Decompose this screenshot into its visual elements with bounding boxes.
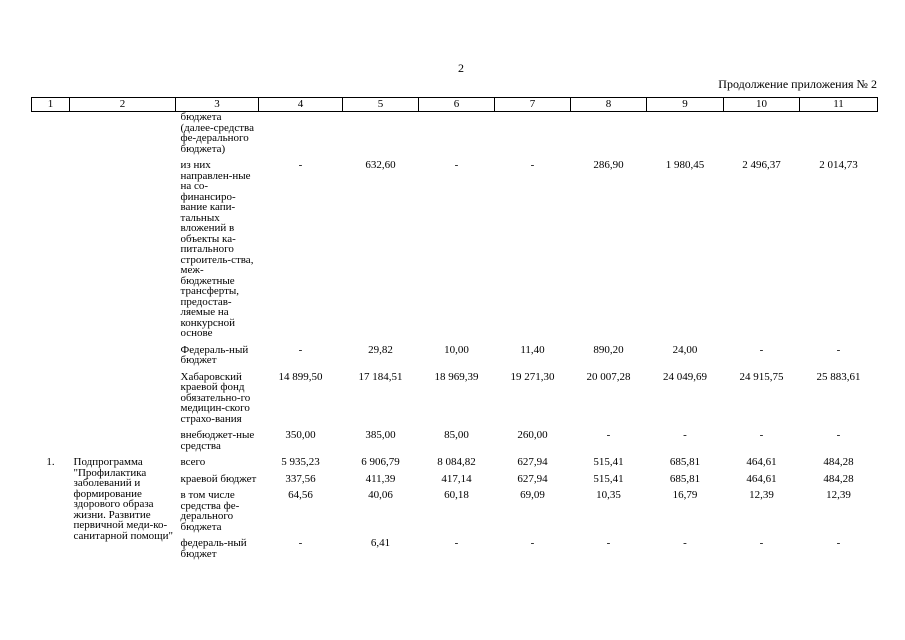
budget-table xyxy=(31,97,878,559)
cell-value: - xyxy=(606,537,611,549)
cell-value: 69,09 xyxy=(520,489,545,501)
cell-value: 6 906,79 xyxy=(361,456,400,468)
subprogram-name: Подпрограмма "Профилактика заболеваний и формирование здорового образа жизни. Развитие первичной меди-ко-санитарной помощи" xyxy=(73,456,174,542)
cell-value: - xyxy=(298,159,303,171)
row-label: в том числе средства фе-дерального бюджета xyxy=(180,489,240,533)
cell-value: 685,81 xyxy=(669,456,701,468)
table-row xyxy=(32,345,878,372)
cell-value: - xyxy=(454,537,459,549)
cell-value: - xyxy=(606,429,611,441)
cell-value: 515,41 xyxy=(593,456,624,468)
cell-value: 890,20 xyxy=(593,343,624,356)
table-row xyxy=(32,112,878,161)
cell-value: 464,61 xyxy=(746,472,777,485)
table-row xyxy=(32,160,878,345)
cell-value: 12,39 xyxy=(749,489,774,501)
row-label: Федераль-ный бюджет xyxy=(180,343,249,366)
cell-value xyxy=(419,112,495,161)
cell-value: 14 899,50 xyxy=(278,370,323,383)
column-header: 1 xyxy=(32,98,70,112)
cell-value: 286,90 xyxy=(593,159,624,171)
cell-value: 20 007,28 xyxy=(586,370,631,383)
cell-value: - xyxy=(683,537,687,549)
cell-value: 464,61 xyxy=(746,456,777,468)
cell-value: 484,28 xyxy=(823,456,854,468)
row-label: внебюджет-ные средства xyxy=(180,429,255,452)
cell-value: 85,00 xyxy=(444,429,469,441)
cell-value xyxy=(259,112,343,161)
cell-value xyxy=(647,112,724,161)
cell-value: 632,60 xyxy=(365,159,396,171)
cell-value: 337,56 xyxy=(285,472,316,485)
cell-value: 2 496,37 xyxy=(742,159,781,171)
row-label: федераль-ный бюджет xyxy=(180,537,247,560)
cell-value: 8 084,82 xyxy=(437,456,476,468)
row-label: Хабаровский краевой фонд обязательно-го медицин-ского страхо-вания xyxy=(180,370,251,425)
cell-value: 515,41 xyxy=(593,472,624,485)
cell-value: 10,35 xyxy=(596,489,621,501)
cell-value: - xyxy=(530,537,535,549)
cell-value xyxy=(571,112,647,161)
column-header: 9 xyxy=(647,98,724,112)
column-header: 3 xyxy=(176,98,259,112)
cell-value: - xyxy=(836,537,841,549)
cell-value: - xyxy=(683,429,687,441)
table-row xyxy=(32,430,878,457)
cell-value: - xyxy=(759,537,764,549)
cell-value: 29,82 xyxy=(368,343,393,356)
cell-value: 24 049,69 xyxy=(663,370,707,383)
cell-value: - xyxy=(454,159,459,171)
column-header: 5 xyxy=(343,98,419,112)
header-row xyxy=(32,98,878,112)
column-header: 2 xyxy=(70,98,176,112)
cell-value xyxy=(724,112,800,161)
cell-value: 350,00 xyxy=(285,429,316,441)
subprogram-number: 1. xyxy=(46,456,55,468)
cell-value: 417,14 xyxy=(441,472,472,485)
cell-value: 11,40 xyxy=(520,343,545,356)
cell-value: 24,00 xyxy=(672,343,698,356)
column-header: 6 xyxy=(419,98,495,112)
cell-value xyxy=(343,112,419,161)
cell-value: 17 184,51 xyxy=(358,370,403,383)
table-row xyxy=(32,457,878,474)
cell-value: 1 980,45 xyxy=(665,159,705,171)
cell-value xyxy=(800,112,878,161)
row-label: краевой бюджет xyxy=(180,472,257,485)
cell-value: 25 883,61 xyxy=(816,370,861,383)
continuation-note: Продолжение приложения № 2 xyxy=(718,77,877,91)
cell-value: 10,00 xyxy=(444,343,469,356)
cell-value: 16,79 xyxy=(672,489,698,501)
cell-value: - xyxy=(298,343,303,356)
cell-value: 260,00 xyxy=(517,429,548,441)
cell-value: 60,18 xyxy=(444,489,469,501)
column-header: 11 xyxy=(800,98,878,112)
cell-value: 19 271,30 xyxy=(510,370,555,383)
cell-value: - xyxy=(759,343,764,356)
cell-value: - xyxy=(298,537,303,549)
cell-value: 24 915,75 xyxy=(739,370,784,383)
cell-value: 484,28 xyxy=(823,472,854,485)
cell-value: - xyxy=(759,429,764,441)
cell-value: 627,94 xyxy=(517,456,548,468)
column-header: 7 xyxy=(495,98,571,112)
cell-value: - xyxy=(530,159,535,171)
cell-value: 685,81 xyxy=(669,472,701,485)
row-label: всего xyxy=(180,456,206,468)
cell-value: 2 014,73 xyxy=(819,159,858,171)
cell-value: 64,56 xyxy=(288,489,313,501)
cell-value: 6,41 xyxy=(370,537,391,549)
cell-value: 385,00 xyxy=(365,429,396,441)
row-label: бюджета (далее-средства фе-дерального бюджета) xyxy=(180,111,254,155)
cell-value: 12,39 xyxy=(826,489,851,501)
page-number: 2 xyxy=(458,61,464,75)
table-row xyxy=(32,372,878,431)
cell-value: 627,94 xyxy=(517,472,548,485)
cell-value: - xyxy=(836,343,841,356)
column-header: 4 xyxy=(259,98,343,112)
cell-value xyxy=(495,112,571,161)
column-header: 10 xyxy=(724,98,800,112)
cell-value: 411,39 xyxy=(365,472,396,485)
cell-value: 40,06 xyxy=(368,489,393,501)
cell-value: 18 969,39 xyxy=(434,370,479,383)
cell-value: - xyxy=(836,429,841,441)
column-header: 8 xyxy=(571,98,647,112)
row-label: из них направлен-ные на со-финансиро-вание капи-тальных вложений в объекты ка-питального строитель-ства, меж-бюджетные трансферты, предостав-ляемые на конкурсной основе xyxy=(180,159,254,339)
cell-value: 5 935,23 xyxy=(281,456,320,468)
